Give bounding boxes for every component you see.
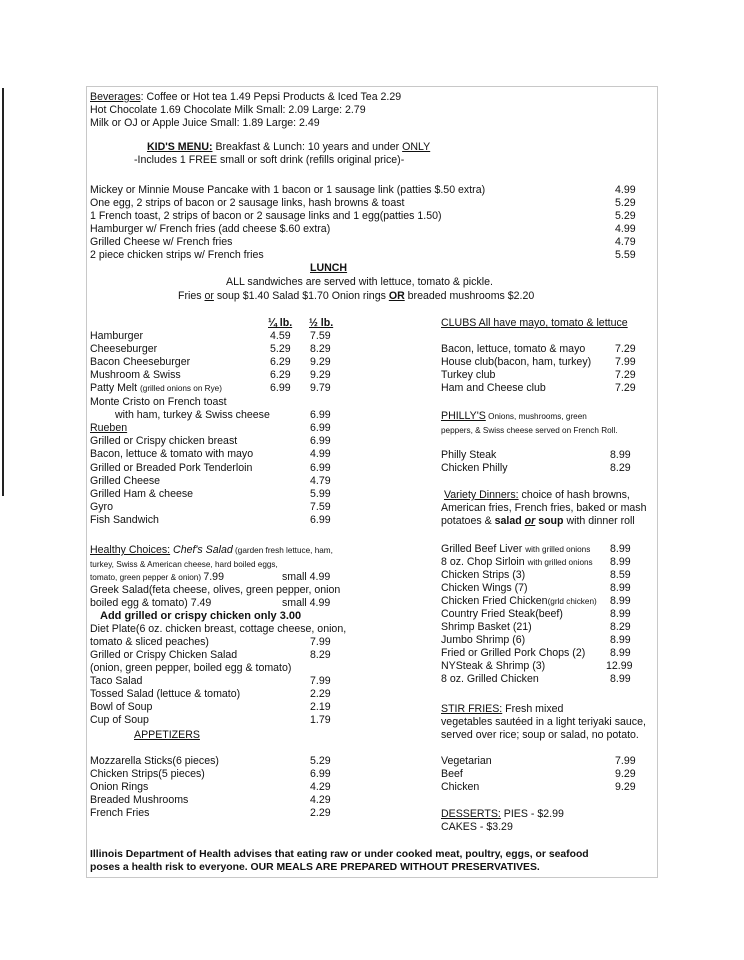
philly-price: 8.29 xyxy=(610,462,631,474)
variety-title: Variety Dinners: xyxy=(444,489,519,501)
dinner-price: 8.99 xyxy=(610,608,631,620)
appetizer-name: Mozzarella Sticks(6 pieces) xyxy=(90,755,219,767)
kids-item-price: 5.29 xyxy=(615,210,636,222)
lunch-line1: ALL sandwiches are served with lettuce, tomato & pickle. xyxy=(226,276,493,288)
sandwich-quarter-price: 6.99 xyxy=(270,382,291,394)
col-half-lb: ½ lb. xyxy=(309,317,334,329)
appetizer-name: Breaded Mushrooms xyxy=(90,794,189,806)
sandwich-quarter-price: 6.29 xyxy=(270,356,291,368)
dinner-price: 8.29 xyxy=(610,621,631,633)
stirfry-name: Beef xyxy=(441,768,463,780)
sandwich-price: 6.99 xyxy=(310,514,331,527)
club-price: 7.29 xyxy=(615,369,636,381)
sandwich-name xyxy=(90,382,222,395)
sandwich-name: Grilled Cheese xyxy=(90,474,161,487)
variety-l1: choice of hash browns, xyxy=(518,489,630,501)
dinner-price: 8.99 xyxy=(610,647,631,659)
dinner-name: Shrimp Basket (21) xyxy=(441,621,532,633)
dinner-price: 8.99 xyxy=(610,556,631,568)
stirfry-name: Chicken xyxy=(441,781,480,793)
appetizer-price: 2.29 xyxy=(310,807,331,819)
crispy-line1: Grilled or Crispy Chicken Salad xyxy=(90,649,238,661)
sandwich-price: 6.99 xyxy=(310,461,331,474)
sandwich-name: Rueben xyxy=(90,422,128,434)
stir-line3: served over rice; soup or salad, no potato. xyxy=(441,729,639,741)
kids-only: ONLY xyxy=(402,141,431,153)
monte-line1: Monte Cristo on French toast xyxy=(90,396,227,408)
kids-item-price: 5.59 xyxy=(615,249,636,261)
greek-line2: boiled egg & tomato) 7.49 xyxy=(90,597,212,609)
greek-line1: Greek Salad(feta cheese, olives, green pepper, onion xyxy=(90,584,341,596)
sandwich-name: Fish Sandwich xyxy=(90,514,159,527)
dinner-name-text: Grilled Beef Liver xyxy=(441,543,526,555)
salad-item-name: Bowl of Soup xyxy=(90,701,153,713)
lunch-or2: OR xyxy=(388,290,405,302)
appetizer-name: French Fries xyxy=(90,807,150,819)
kids-title: KID'S MENU: xyxy=(147,141,213,153)
stir-title: STIR FRIES: xyxy=(441,703,503,715)
sandwich-price: 4.99 xyxy=(310,448,331,461)
appetizers-title: APPETIZERS xyxy=(134,729,200,741)
kids-item-name: 1 French toast, 2 strips of bacon or 2 sausage links and 1 egg(patties 1.50) xyxy=(90,210,442,222)
kids-item-name: Mickey or Minnie Mouse Pancake with 1 bacon or 1 sausage link (patties $.50 extra) xyxy=(90,184,486,196)
sandwich-name: Gyro xyxy=(90,501,113,514)
diet-line1: Diet Plate(6 oz. chicken breast, cottage cheese, onion, xyxy=(90,623,347,635)
salad-item-name: Taco Salad xyxy=(90,675,143,687)
phillys-line1 xyxy=(441,410,587,423)
sandwich-price: 6.99 xyxy=(310,422,331,434)
variety-line2: American fries, French fries, baked or mash xyxy=(441,502,647,514)
club-name: Bacon, lettuce, tomato & mayo xyxy=(441,343,586,355)
diet-line2: tomato & sliced peaches) xyxy=(90,636,209,648)
stir-line1 xyxy=(441,703,563,716)
dinner-price: 8.99 xyxy=(610,582,631,594)
health-warning-line1: Illinois Department of Health advises that eating raw or under cooked meat, poultry, eggs, or seafood xyxy=(90,849,589,860)
kids-item-price: 5.29 xyxy=(615,197,636,209)
monte-price: 6.99 xyxy=(310,409,331,421)
dinner-name: Country Fried Steak(beef) xyxy=(441,608,563,620)
dinner-name: Chicken Wings (7) xyxy=(441,582,528,594)
clubs-title: CLUBS All have mayo, tomato & lettuce xyxy=(441,317,628,329)
greek-small: small 4.99 xyxy=(282,597,331,609)
sandwich-quarter-price: 6.29 xyxy=(270,369,291,381)
sandwich-name-note: (grilled onions on Rye) xyxy=(140,384,222,393)
sandwich-name: Hamburger xyxy=(90,330,143,342)
appetizer-price: 5.29 xyxy=(310,755,331,767)
club-name: House club(bacon, ham, turkey) xyxy=(441,356,592,368)
philly-price: 8.99 xyxy=(610,449,631,461)
dinner-name-note: (grld chicken) xyxy=(547,597,597,606)
desserts-line1 xyxy=(441,808,564,821)
variety-line3 xyxy=(441,515,635,528)
sandwich-price: 4.79 xyxy=(310,474,331,487)
beverages-heading: Beverages xyxy=(90,91,141,103)
dinner-name: Chicken Strips (3) xyxy=(441,569,526,581)
kids-item-price: 4.99 xyxy=(615,184,636,196)
desserts-cakes: CAKES - $3.29 xyxy=(441,821,513,833)
dinner-name: NYSteak & Shrimp (3) xyxy=(441,660,546,672)
sandwich-quarter-price: 5.29 xyxy=(270,343,291,355)
club-price: 7.99 xyxy=(615,356,636,368)
stirfry-price: 9.29 xyxy=(615,768,636,780)
lunch-line2 xyxy=(178,290,534,303)
dinner-price: 8.59 xyxy=(610,569,631,581)
lunch-or: or xyxy=(204,290,214,302)
desserts-pies: PIES - $2.99 xyxy=(500,808,564,820)
healthy-title: Healthy Choices: xyxy=(90,544,171,556)
kids-subtitle2: -Includes 1 FREE small or soft drink (refills original price)- xyxy=(134,154,405,166)
dinner-price: 8.99 xyxy=(610,543,631,555)
salad-item-price: 1.79 xyxy=(310,714,331,726)
kids-item-name: 2 piece chicken strips w/ French fries xyxy=(90,249,264,261)
sandwich-price: 7.59 xyxy=(310,501,331,514)
crispy-line2: (onion, green pepper, boiled egg & tomato) xyxy=(90,662,292,674)
dinner-name: Jumbo Shrimp (6) xyxy=(441,634,526,646)
stirfry-price: 7.99 xyxy=(615,755,636,767)
chef-desc1: (garden fresh lettuce, ham, xyxy=(232,546,333,555)
chef-desc3 xyxy=(90,571,224,584)
sandwich-price: 5.99 xyxy=(310,488,331,500)
stir-l1: Fresh mixed xyxy=(502,703,564,715)
monte-line2: with ham, turkey & Swiss cheese xyxy=(115,409,270,421)
appetizer-name: Onion Rings xyxy=(90,781,149,793)
lunch-l2c: breaded mushrooms $2.20 xyxy=(404,290,535,302)
dinner-name: Fried or Grilled Pork Chops (2) xyxy=(441,647,586,659)
crispy-price: 8.29 xyxy=(310,649,331,661)
appetizer-price: 6.99 xyxy=(310,768,331,780)
health-warning-line2: poses a health risk to everyone. OUR MEALS ARE PREPARED WITHOUT PRESERVATIVES. xyxy=(90,862,540,873)
dinner-price: 8.99 xyxy=(610,595,631,607)
sandwich-name: Bacon, lettuce & tomato with mayo xyxy=(90,448,254,461)
chef-small: small 4.99 xyxy=(282,571,331,583)
appetizer-price: 4.29 xyxy=(310,794,331,806)
desserts-title: DESSERTS: xyxy=(441,808,501,820)
healthy-line1 xyxy=(90,544,333,557)
kids-sub-text: Breakfast & Lunch: 10 years and under xyxy=(212,141,403,153)
sandwich-half-price: 9.29 xyxy=(310,356,331,368)
stir-line2: vegetables sautéed in a light teriyaki sauce, xyxy=(441,716,646,728)
sandwich-name: Grilled or Breaded Pork Tenderloin xyxy=(90,461,253,474)
dinner-price: 8.99 xyxy=(610,634,631,646)
sandwich-half-price: 8.29 xyxy=(310,343,331,355)
variety-soup: soup xyxy=(535,515,564,527)
sandwich-name: Bacon Cheeseburger xyxy=(90,356,191,368)
variety-l3a: potatoes & xyxy=(441,515,495,527)
club-price: 7.29 xyxy=(615,382,636,394)
beverages-line2: Hot Chocolate 1.69 Chocolate Milk Small: 2.09 Large: 2.79 xyxy=(90,104,366,116)
dinner-name-text: Chicken Fried Chicken xyxy=(441,595,548,607)
kids-item-name: Hamburger w/ French fries (add cheese $.60 extra) xyxy=(90,223,331,235)
club-name: Turkey club xyxy=(441,369,496,381)
chef-price: 7.99 xyxy=(203,571,224,583)
sandwich-name: Grilled Ham & cheese xyxy=(90,488,194,500)
dinner-name xyxy=(441,543,590,556)
dinner-name-note: with grilled onions xyxy=(527,558,593,567)
appetizer-price: 4.29 xyxy=(310,781,331,793)
kids-item-name: Grilled Cheese w/ French fries xyxy=(90,236,233,248)
variety-l3b: with dinner roll xyxy=(563,515,635,527)
variety-line1 xyxy=(444,489,630,502)
sandwich-quarter-price: 4.59 xyxy=(270,330,291,342)
dinner-name-note: with grilled onions xyxy=(525,545,591,554)
chef-desc2: turkey, Swiss & American cheese, hard boiled eggs, xyxy=(90,560,278,569)
col-quarter-lb: ¼ lb. xyxy=(268,317,293,329)
beverages-text: : Coffee or Hot tea 1.49 Pepsi Products & Iced Tea 2.29 xyxy=(140,91,402,103)
salad-item-price: 7.99 xyxy=(310,675,331,687)
sandwich-name: Grilled or Crispy chicken breast xyxy=(90,435,238,448)
dinner-name xyxy=(441,556,593,569)
philly-name: Chicken Philly xyxy=(441,462,508,474)
lunch-l2b: soup $1.40 Salad $1.70 Onion rings xyxy=(213,290,389,302)
sandwich-half-price: 9.29 xyxy=(310,369,331,381)
lunch-title: LUNCH xyxy=(310,262,348,274)
dinner-price: 12.99 xyxy=(606,660,633,672)
club-name: Ham and Cheese club xyxy=(441,382,546,394)
sandwich-price: 6.99 xyxy=(310,435,331,448)
sandwich-half-price: 7.59 xyxy=(310,330,331,342)
beverages-line3: Milk or OJ or Apple Juice Small: 1.89 Large: 2.49 xyxy=(90,117,320,129)
chef-salad: Chef's Salad xyxy=(170,544,233,556)
sandwich-name: Mushroom & Swiss xyxy=(90,369,181,381)
dinner-name xyxy=(441,595,597,608)
dinner-price: 8.99 xyxy=(610,673,631,685)
sandwich-name-text: Patty Melt xyxy=(90,382,141,394)
phillys-desc1: Onions, mushrooms, green xyxy=(485,412,587,421)
variety-or: or xyxy=(524,515,536,527)
add-chicken: Add grilled or crispy chicken only 3.00 xyxy=(100,610,302,622)
kids-item-name: One egg, 2 strips of bacon or 2 sausage links, hash browns & toast xyxy=(90,197,405,209)
kids-item-price: 4.79 xyxy=(615,236,636,248)
salad-item-price: 2.19 xyxy=(310,701,331,713)
beverages-line1 xyxy=(90,91,401,104)
club-price: 7.29 xyxy=(615,343,636,355)
salad-item-price: 2.29 xyxy=(310,688,331,700)
sandwich-name: Cheeseburger xyxy=(90,343,158,355)
philly-name: Philly Steak xyxy=(441,449,497,461)
phillys-line2: peppers, & Swiss cheese served on French Roll. xyxy=(441,426,618,435)
phillys-title: PHILLY'S xyxy=(441,410,486,422)
salad-item-name: Tossed Salad (lettuce & tomato) xyxy=(90,688,241,700)
salad-item-name: Cup of Soup xyxy=(90,714,149,726)
variety-salad: salad xyxy=(494,515,525,527)
appetizer-name: Chicken Strips(5 pieces) xyxy=(90,768,205,780)
chef-desc3-text: tomato, green pepper & onion) xyxy=(90,573,204,582)
sandwich-half-price: 9.79 xyxy=(310,382,331,394)
left-edge-bar xyxy=(2,88,4,496)
kids-item-price: 4.99 xyxy=(615,223,636,235)
lunch-l2a: Fries xyxy=(178,290,205,302)
stirfry-price: 9.29 xyxy=(615,781,636,793)
dinner-name-text: 8 oz. Chop Sirloin xyxy=(441,556,528,568)
dinner-name: 8 oz. Grilled Chicken xyxy=(441,673,539,685)
diet-price: 7.99 xyxy=(310,636,331,648)
stirfry-name: Vegetarian xyxy=(441,755,492,767)
kids-subtitle1 xyxy=(147,141,430,154)
